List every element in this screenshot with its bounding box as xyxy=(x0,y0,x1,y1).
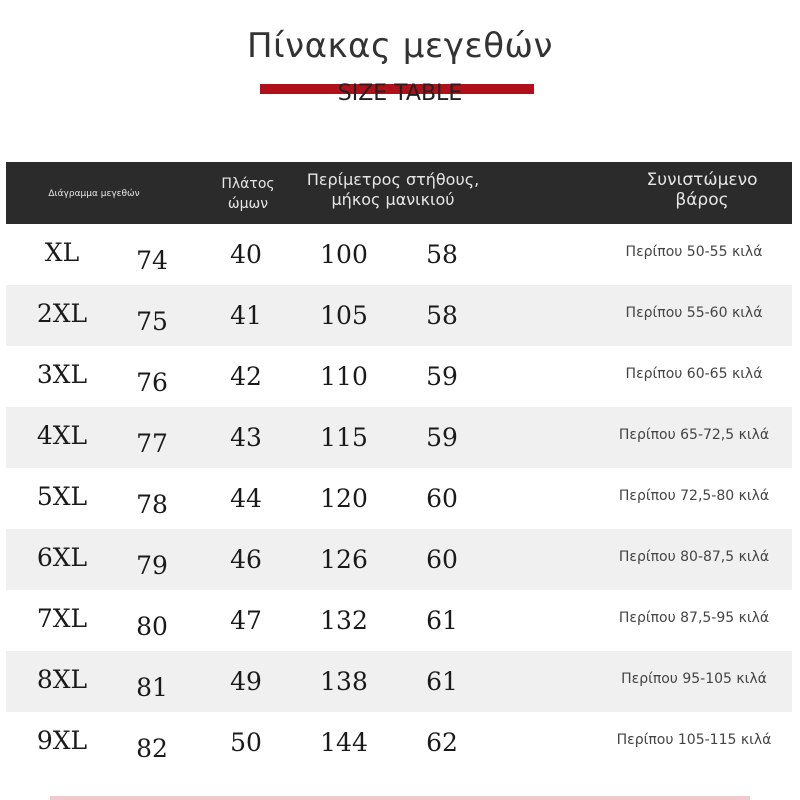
weight-cell: Περίπου 72,5-80 κιλά xyxy=(618,488,770,504)
table-row xyxy=(6,407,792,468)
bottom-divider xyxy=(50,796,750,800)
sleeve-cell: 58 xyxy=(426,301,458,330)
size-cell: 2XL xyxy=(36,299,88,328)
weight-cell: Περίπου 80-87,5 κιλά xyxy=(618,549,770,565)
value-cell: 79 xyxy=(136,551,168,580)
value-cell: 82 xyxy=(136,734,168,763)
shoulder-cell: 40 xyxy=(230,240,262,269)
size-cell: 9XL xyxy=(36,726,88,755)
value-cell: 81 xyxy=(136,673,168,702)
chest-cell: 144 xyxy=(320,728,368,757)
header-recommended-weight: Συνιστώμενο βάρος xyxy=(646,170,758,210)
table-row xyxy=(6,346,792,407)
shoulder-cell: 42 xyxy=(230,362,262,391)
chest-cell: 132 xyxy=(320,606,368,635)
sleeve-cell: 58 xyxy=(426,240,458,269)
value-cell: 75 xyxy=(136,307,168,336)
shoulder-cell: 46 xyxy=(230,545,262,574)
table-row xyxy=(6,224,792,285)
weight-cell: Περίπου 105-115 κιλά xyxy=(616,732,772,748)
sleeve-cell: 60 xyxy=(426,545,458,574)
size-cell: 6XL xyxy=(36,543,88,572)
size-cell: XL xyxy=(44,238,80,267)
value-cell: 78 xyxy=(136,490,168,519)
size-cell: 8XL xyxy=(36,665,88,694)
shoulder-cell: 49 xyxy=(230,667,262,696)
table-row xyxy=(6,651,792,712)
shoulder-cell: 47 xyxy=(230,606,262,635)
table-row xyxy=(6,590,792,651)
page-subtitle: SIZE TABLE xyxy=(337,81,463,106)
size-cell: 3XL xyxy=(36,360,88,389)
weight-cell: Περίπου 50-55 κιλά xyxy=(625,244,763,260)
table-header xyxy=(6,162,792,224)
header-chest-sleeve: Περίμετρος στήθους, μήκος μανικιού xyxy=(306,170,480,209)
weight-cell: Περίπου 60-65 κιλά xyxy=(625,366,763,382)
sleeve-cell: 62 xyxy=(426,728,458,757)
weight-cell: Περίπου 65-72,5 κιλά xyxy=(618,427,770,443)
value-cell: 76 xyxy=(136,368,168,397)
sleeve-cell: 61 xyxy=(426,606,458,635)
page-title: Πίνακας μεγεθών xyxy=(247,26,553,66)
shoulder-cell: 50 xyxy=(230,728,262,757)
table-row xyxy=(6,529,792,590)
weight-cell: Περίπου 95-105 κιλά xyxy=(621,671,767,687)
size-table xyxy=(6,162,792,773)
shoulder-cell: 43 xyxy=(230,423,262,452)
chest-cell: 110 xyxy=(320,362,368,391)
shoulder-cell: 44 xyxy=(230,484,262,513)
size-cell: 7XL xyxy=(36,604,88,633)
table-row xyxy=(6,712,792,773)
value-cell: 74 xyxy=(136,246,168,275)
sleeve-cell: 61 xyxy=(426,667,458,696)
value-cell: 77 xyxy=(136,429,168,458)
chest-cell: 115 xyxy=(320,423,368,452)
chest-cell: 120 xyxy=(320,484,368,513)
sleeve-cell: 60 xyxy=(426,484,458,513)
header-size-chart: Διάγραμμα μεγεθών xyxy=(48,189,140,199)
size-cell: 4XL xyxy=(36,421,88,450)
header-shoulder-width: Πλάτος ώμων xyxy=(221,176,275,212)
sleeve-cell: 59 xyxy=(426,423,458,452)
table-row xyxy=(6,285,792,346)
size-cell: 5XL xyxy=(36,482,88,511)
chest-cell: 138 xyxy=(320,667,368,696)
table-row xyxy=(6,468,792,529)
chest-cell: 100 xyxy=(320,240,368,269)
shoulder-cell: 41 xyxy=(230,301,262,330)
chest-cell: 105 xyxy=(320,301,368,330)
value-cell: 80 xyxy=(136,612,168,641)
chest-cell: 126 xyxy=(320,545,368,574)
weight-cell: Περίπου 55-60 κιλά xyxy=(625,305,763,321)
sleeve-cell: 59 xyxy=(426,362,458,391)
weight-cell: Περίπου 87,5-95 κιλά xyxy=(618,610,770,626)
